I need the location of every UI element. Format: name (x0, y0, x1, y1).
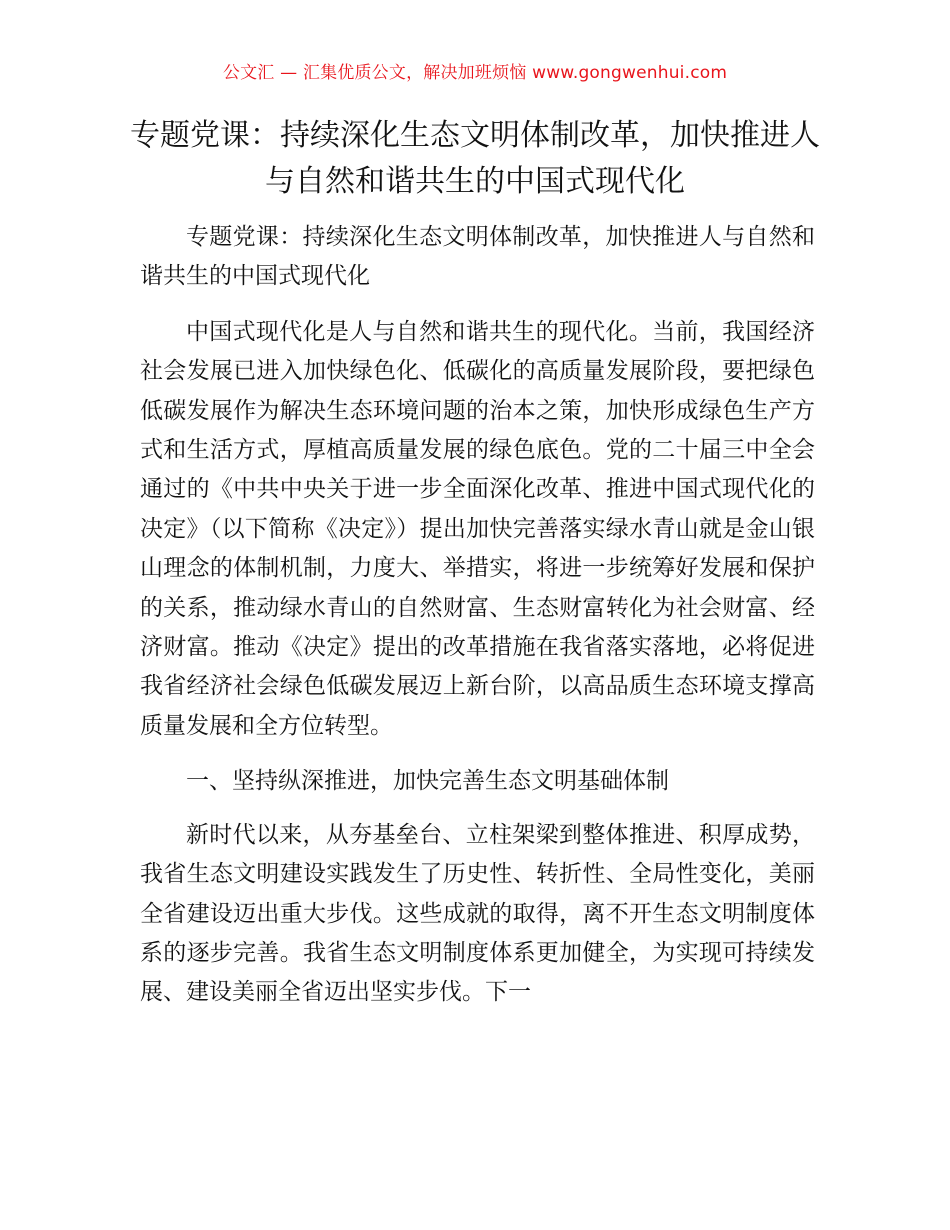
document-body (140, 218, 815, 1029)
section-paragraph: 新时代以来，从夯基垒台、立柱架梁到整体推进、积厚成势，我省生态文明建设实践发生了历史性、转折性、全局性变化，美丽全省建设迈出重大步伐。这些成就的取得，离不开生态文明制度体系的逐步完善。我省生态文明制度体系更加健全，为实现可持续发展、建设美丽全省迈出坚实步伐。下一 (140, 821, 815, 1006)
subtitle-paragraph: 专题党课：持续深化生态文明体制改革，加快推进人与自然和谐共生的中国式现代化 (140, 224, 815, 290)
section-heading: 一、坚持纵深推进，加快完善生态文明基础体制 (186, 768, 669, 795)
document-title: 专题党课：持续深化生态文明体制改革，加快推进人与自然和谐共生的中国式现代化 (130, 118, 820, 199)
header-banner: 公文汇 — 汇集优质公文，解决加班烦恼 www.gongwenhui.com (222, 63, 728, 83)
intro-paragraph: 中国式现代化是人与自然和谐共生的现代化。当前，我国经济社会发展已进入加快绿色化、低碳化的高质量发展阶段，要把绿色低碳发展作为解决生态环境问题的治本之策，加快形成绿色生产方式和生活方式，厚植高质量发展的绿色底色。党的二十届三中全会通过的《中共中央关于进一步全面深化改革、推进中国式现代化的决定》（以下简称《决定》）提出加快完善落实绿水青山就是金山银山理念的体制机制，力度大、举措实，将进一步统筹好发展和保护的关系，推动绿水青山的自然财富、生态财富转化为社会财富、经济财富。推动《决定》提出的改革措施在我省落实落地，必将促进我省经济社会绿色低碳发展迈上新台阶，以高品质生态环境支撑高质量发展和全方位转型。 (140, 318, 815, 739)
